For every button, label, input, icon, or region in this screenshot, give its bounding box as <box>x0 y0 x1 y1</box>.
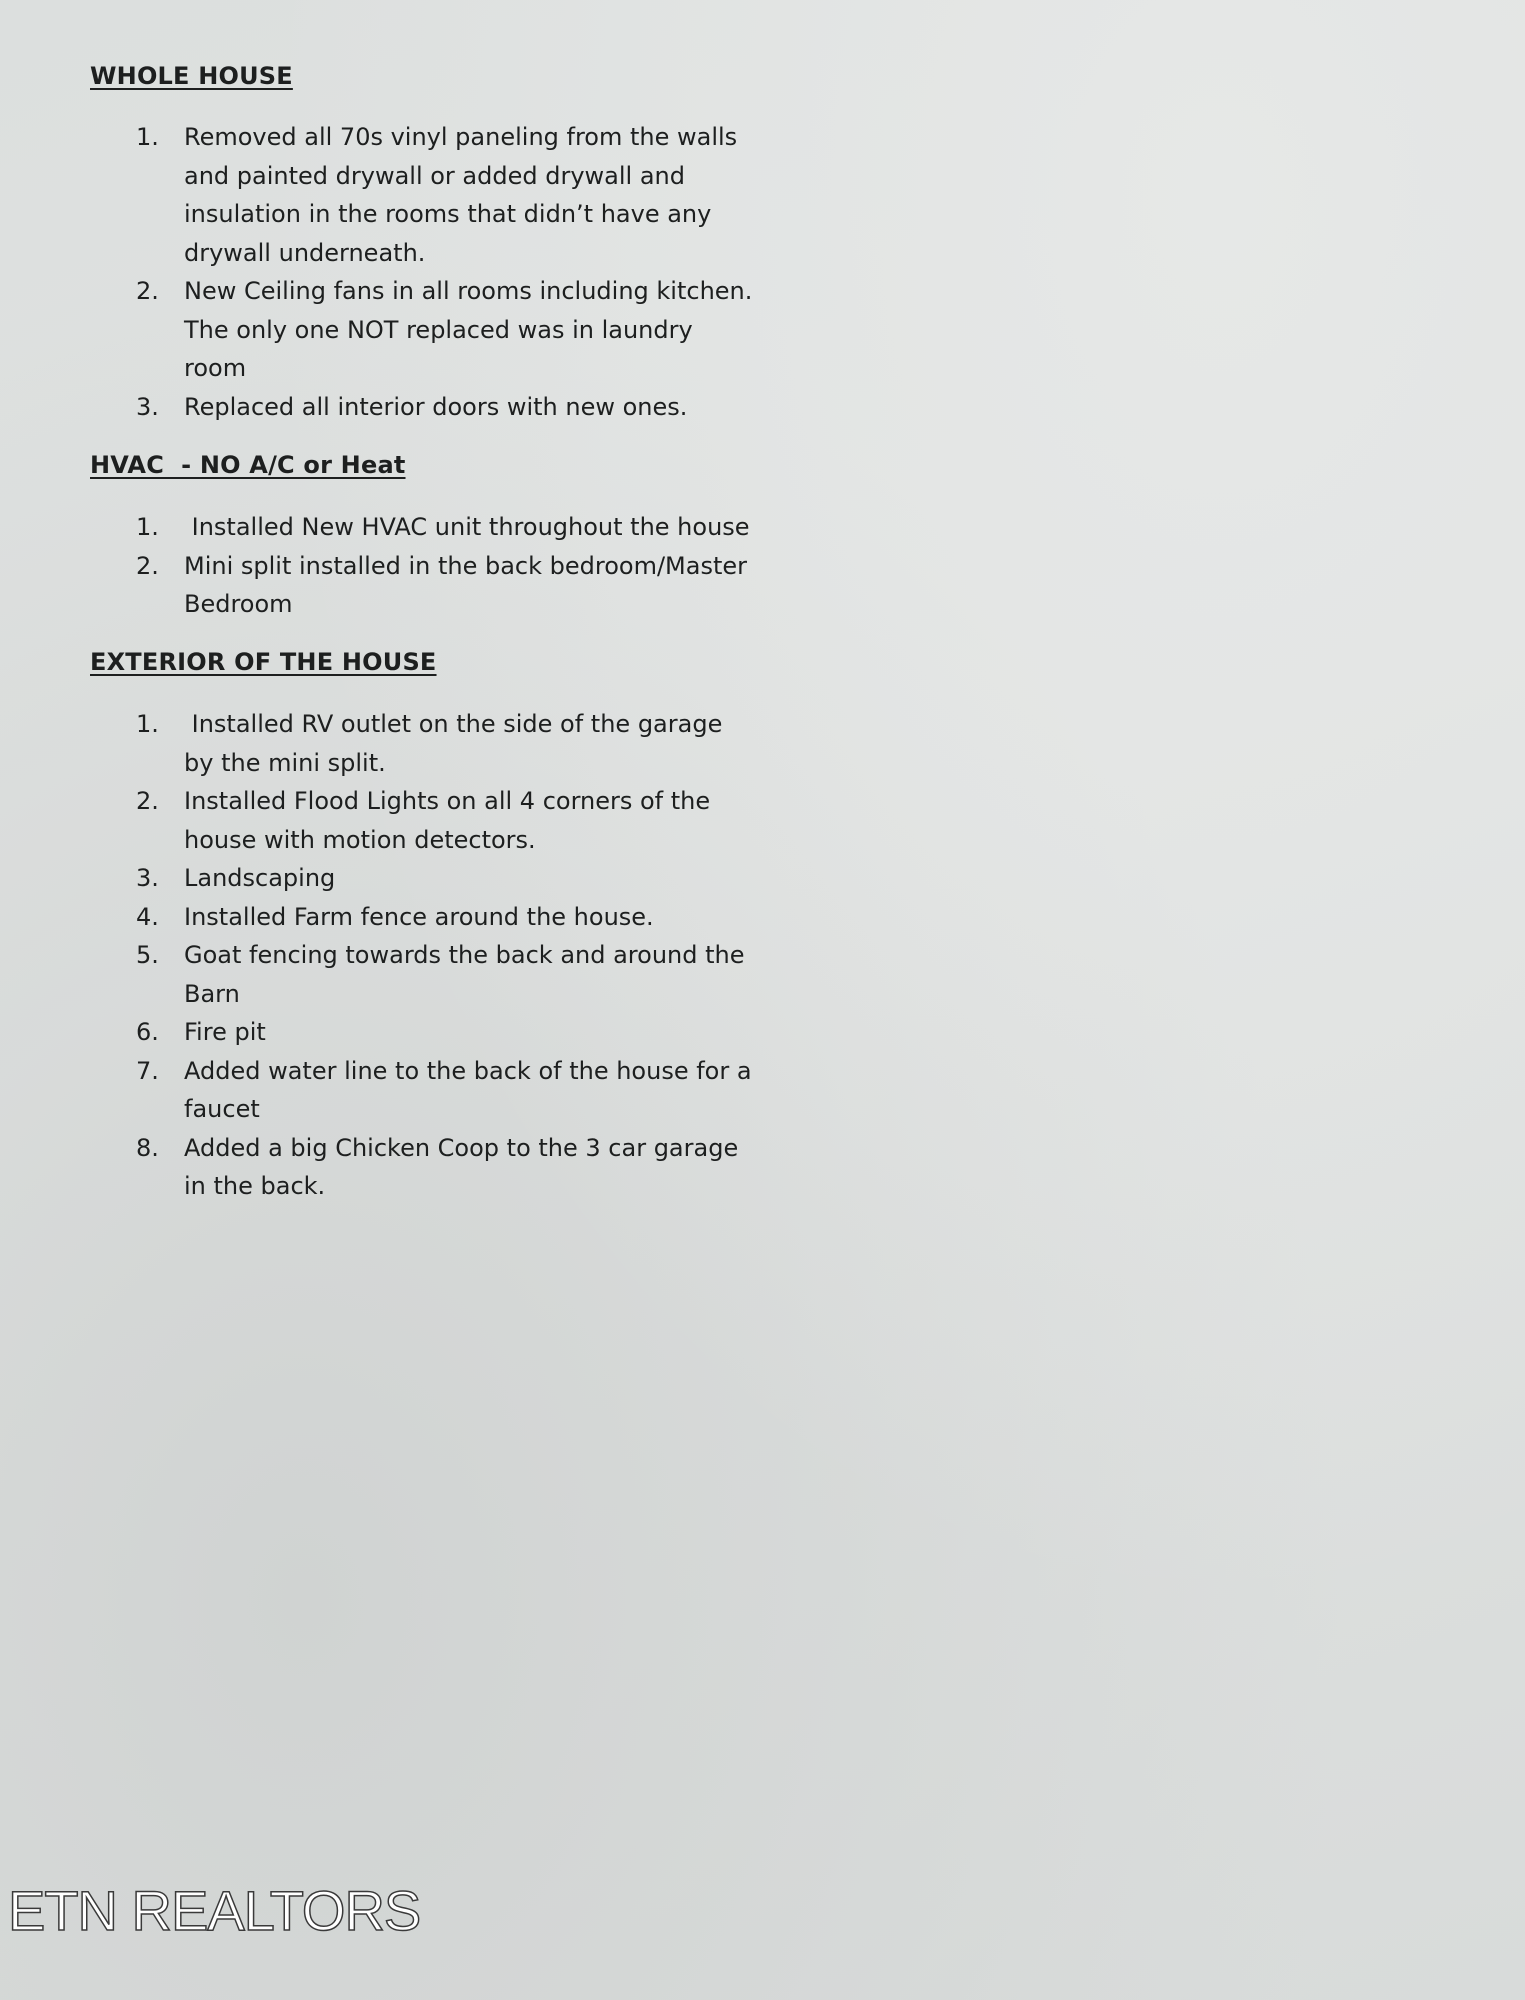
section-heading-exterior: EXTERIOR OF THE HOUSE <box>90 648 437 676</box>
list-item-number: 6. <box>136 1018 159 1046</box>
hvac-list <box>136 508 756 624</box>
list-item-text: Installed Farm fence around the house. <box>184 902 654 931</box>
list-item <box>136 1129 756 1206</box>
list-item-number: 5. <box>136 941 159 969</box>
list-item <box>136 272 756 388</box>
list-item <box>136 898 756 937</box>
section-heading-whole-house: WHOLE HOUSE <box>90 62 293 90</box>
list-item-text: Replaced all interior doors with new ones. <box>184 392 688 421</box>
list-item-text: Installed New HVAC unit throughout the house <box>184 513 750 541</box>
list-item <box>136 547 756 624</box>
list-item-number: 2. <box>136 787 159 815</box>
list-item-number: 2. <box>136 551 159 580</box>
list-item <box>136 1013 756 1052</box>
list-item-number: 4. <box>136 902 159 931</box>
list-item-text: Installed Flood Lights on all 4 corners of the house with motion detectors. <box>184 787 711 854</box>
list-item <box>136 705 756 782</box>
list-item-text: Added water line to the back of the house for a faucet <box>184 1056 752 1123</box>
list-item-text: Mini split installed in the back bedroom/Master Bedroom <box>184 551 748 618</box>
section-heading-hvac: HVAC - NO A/C or Heat <box>90 451 406 479</box>
list-item-text: Removed all 70s vinyl paneling from the walls and painted drywall or added drywall and insulation in the rooms that didn’t have any drywall underneath. <box>184 123 738 267</box>
list-item-text: Added a big Chicken Coop to the 3 car garage in the back. <box>184 1133 739 1200</box>
list-item-number: 7. <box>136 1056 159 1085</box>
exterior-list <box>136 705 756 1206</box>
list-item <box>136 782 756 859</box>
list-item-text: Installed RV outlet on the side of the garage by the mini split. <box>184 710 730 777</box>
list-item <box>136 936 756 1013</box>
whole-house-list <box>136 118 756 426</box>
list-item-text: Fire pit <box>184 1018 266 1046</box>
list-item-number: 1. <box>136 123 159 151</box>
list-item-text: New Ceiling fans in all rooms including kitchen. The only one NOT replaced was in laundry room <box>184 277 753 382</box>
list-item <box>136 1052 756 1129</box>
list-item <box>136 118 756 272</box>
list-item-number: 3. <box>136 392 159 421</box>
list-item <box>136 388 756 427</box>
realtor-watermark: ETN REALTORS <box>8 1879 421 1942</box>
list-item-number: 8. <box>136 1133 159 1162</box>
list-item <box>136 859 756 898</box>
list-item-number: 2. <box>136 277 159 305</box>
list-item-number: 1. <box>136 513 159 541</box>
list-item <box>136 508 756 547</box>
list-item-number: 3. <box>136 864 159 892</box>
list-item-text: Goat fencing towards the back and around the Barn <box>184 941 745 1008</box>
list-item-text: Landscaping <box>184 864 336 892</box>
list-item-number: 1. <box>136 710 159 738</box>
